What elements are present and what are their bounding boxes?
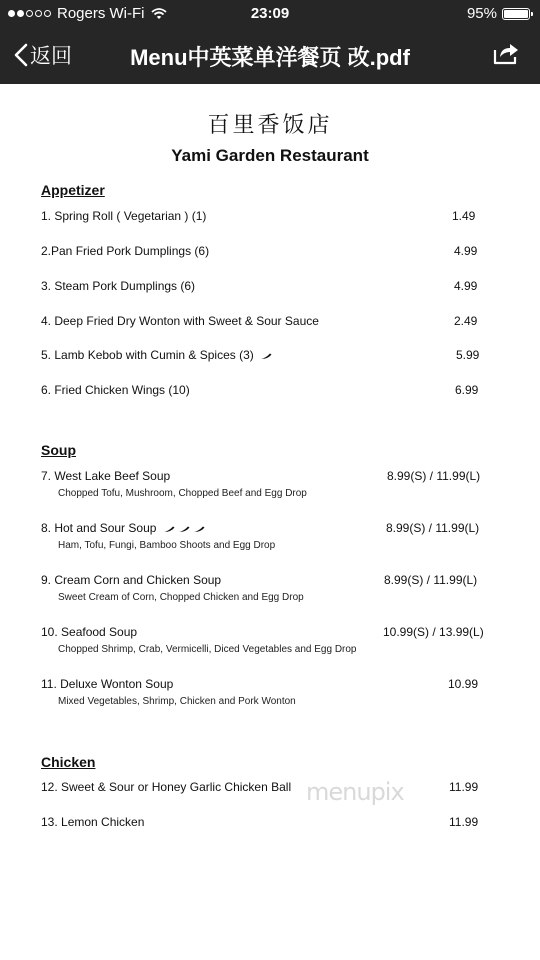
menu-item-price: 2.49 [454, 314, 478, 328]
status-bar [0, 0, 540, 28]
chili-pepper-icon [193, 525, 205, 533]
menu-item-price: 10.99 [448, 677, 479, 691]
menu-item-price: 8.99(S) / 11.99(L) [387, 469, 481, 483]
section-soup-heading: Soup [41, 442, 76, 458]
menu-item-row [41, 348, 272, 362]
menu-item-name: 7. West Lake Beef Soup [41, 469, 171, 483]
document-title: Menu中英菜单洋餐页 改.pdf [130, 45, 410, 70]
battery-icon [502, 8, 530, 20]
menu-item-name: 5. Lamb Kebob with Cumin & Spices (3) [41, 348, 254, 362]
menu-item-price: 11.99 [449, 815, 479, 829]
restaurant-chinese-name: 百里香饭店 [207, 113, 333, 138]
back-label: 返回 [30, 45, 72, 68]
menu-item-price: 8.99(S) / 11.99(L) [386, 521, 480, 535]
menu-item-name: 9. Cream Corn and Chicken Soup [41, 573, 222, 587]
menu-item-price: 10.99(S) / 13.99(L) [383, 625, 484, 639]
menu-item-name: 8. Hot and Sour Soup [41, 521, 157, 535]
battery-percent: 95% [466, 5, 497, 22]
chili-pepper-icon [260, 352, 272, 360]
share-button[interactable] [492, 40, 520, 71]
menu-item-name: 6. Fried Chicken Wings (10) [41, 383, 190, 397]
menu-item-name: 13. Lemon Chicken [41, 815, 145, 829]
menu-item-row [41, 521, 205, 535]
menu-item-price: 8.99(S) / 11.99(L) [384, 573, 478, 587]
menu-item-price: 5.99 [456, 348, 480, 362]
menu-item-price: 4.99 [454, 279, 478, 293]
menu-item-price: 6.99 [455, 383, 479, 397]
menu-item-price: 11.99 [449, 780, 479, 794]
status-right [467, 5, 530, 22]
chili-pepper-icon [163, 525, 175, 533]
menu-item-price: 4.99 [454, 244, 478, 258]
menu-item-description: Chopped Shrimp, Crab, Vermicelli, Diced Vegetables and Egg Drop [58, 644, 357, 655]
menu-item-description: Ham, Tofu, Fungi, Bamboo Shoots and Egg Drop [58, 540, 276, 551]
menu-item-name: 2.Pan Fried Pork Dumplings (6) [41, 244, 210, 258]
restaurant-english-name: Yami Garden Restaurant [171, 146, 369, 165]
menu-item-name: 1. Spring Roll ( Vegetarian ) (1) [41, 209, 207, 223]
carrier-label: Rogers Wi-Fi [57, 5, 145, 22]
section-appetizer-heading: Appetizer [41, 182, 105, 198]
menu-item-name: 3. Steam Pork Dumplings (6) [41, 279, 196, 293]
menu-item-description: Mixed Vegetables, Shrimp, Chicken and Pork Wonton [58, 696, 296, 707]
menu-item-name: 4. Deep Fried Dry Wonton with Sweet & Sour Sauce [41, 314, 319, 328]
menu-item-name: 12. Sweet & Sour or Honey Garlic Chicken Ball [41, 780, 292, 794]
section-chicken-heading: Chicken [41, 754, 96, 770]
pdf-page[interactable] [0, 84, 540, 960]
menu-item-name: 10. Seafood Soup [41, 625, 138, 639]
share-icon [492, 40, 520, 66]
menu-item-description: Chopped Tofu, Mushroom, Chopped Beef and Egg Drop [58, 488, 307, 499]
chili-pepper-icon [178, 525, 190, 533]
menu-item-description: Sweet Cream of Corn, Chopped Chicken and Egg Drop [58, 592, 304, 603]
menu-item-name: 11. Deluxe Wonton Soup [41, 677, 174, 691]
navigation-bar [0, 28, 540, 84]
menu-item-price: 1.49 [452, 209, 476, 223]
menupix-watermark: menupix [306, 778, 404, 806]
clock: 23:09 [250, 5, 290, 22]
